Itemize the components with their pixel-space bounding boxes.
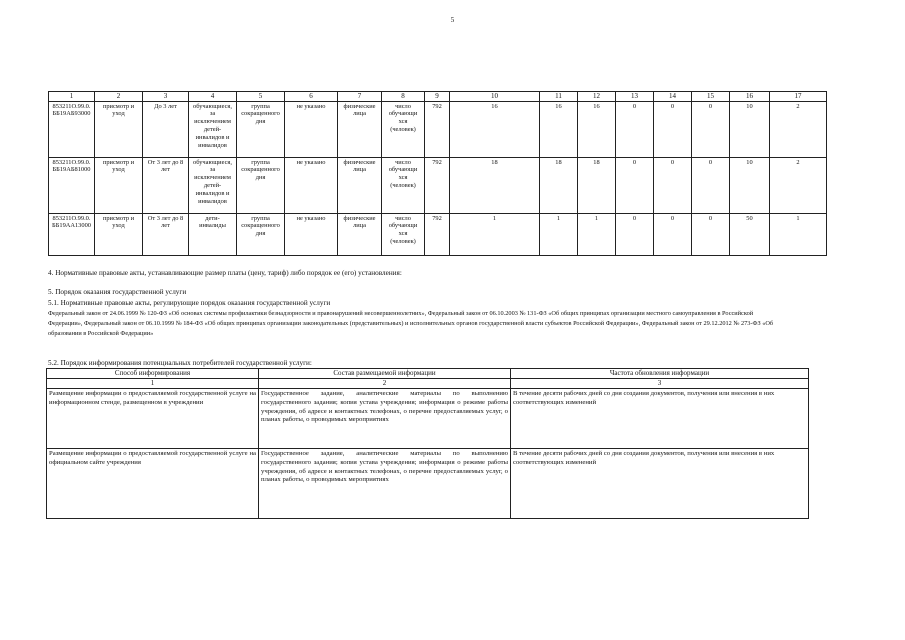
table-header-row (47, 369, 809, 379)
table-row (49, 157, 827, 213)
table-cell: не указано (285, 101, 338, 157)
header-cell: 11 (540, 92, 578, 102)
table-cell: 10 (730, 157, 770, 213)
header-cell: 16 (730, 92, 770, 102)
table-cell: 16 (578, 101, 616, 157)
laws-text: Федеральный закон от 24.06.1999 № 120-ФЗ «Об основах системы профилактики безнадзорности и правонарушений несовершеннолетних», Федеральный закон от 06.10.2003 № 131-ФЗ «Об общих принципах организации местного самоуправления в Российской Федерации», Федеральный закон от 06.10.1999 № 184-ФЗ «Об общих принципах организации законодательных (представительных) и исполнительных органов государственной власти субъектов Российской Федерации», Федеральный закон от 29.12.2012 № 273-ФЗ «Об образовании в Российской Федерации» (48, 310, 774, 337)
frequency-cell: В течение десяти рабочих дней со дня создания документов, получения или внесения в них соответствующих изменений (511, 389, 809, 449)
method-cell: Размещение информации о предоставляемой государственной услуге на информационном стенде, размещенном в учреждении (47, 389, 259, 449)
table-row (47, 389, 809, 449)
header-cell: 15 (692, 92, 730, 102)
header-cell: 3 (143, 92, 189, 102)
table-cell: физические лица (338, 157, 382, 213)
table-cell: 0 (616, 101, 654, 157)
header-cell: 17 (770, 92, 827, 102)
table-cell: До 3 лет (143, 101, 189, 157)
table-cell: 18 (450, 157, 540, 213)
column-number-row (47, 379, 809, 389)
table-cell: 792 (425, 101, 450, 157)
table-cell: присмотр и уход (95, 157, 143, 213)
header-cell: 10 (450, 92, 540, 102)
table-cell: группа сокращенного дня (237, 213, 285, 255)
section-4-heading: 4. Нормативные правовые акты, устанавливающие размер платы (цену, тариф) либо порядок ее (его) установления: (48, 269, 402, 277)
table-cell: 0 (692, 213, 730, 255)
table-cell: присмотр и уход (95, 101, 143, 157)
header-cell: Частота обновления информации (511, 369, 809, 379)
section-5-2-heading: 5.2. Порядок информирования потенциальных потребителей государственной услуги: (48, 359, 312, 367)
section-5-heading: 5. Порядок оказания государственной услуги (48, 288, 187, 296)
header-cell: 13 (616, 92, 654, 102)
content-cell: Государственное задание, аналитические материалы по выполнению государственного задания; копия устава учреждения; информация о режиме работы учреждения, об адресе и контактных телефонах, о перечне предоставляемых услуг, о планах работы, о проводимых мероприятиях (259, 449, 511, 519)
header-cell: 2 (95, 92, 143, 102)
table-cell: число обучающи хся (человек) (382, 213, 425, 255)
column-number: 3 (511, 379, 809, 389)
table-header-row (49, 92, 827, 102)
table-cell: 1 (770, 213, 827, 255)
table-cell: От 3 лет до 8 лет (143, 213, 189, 255)
table-cell: группа сокращенного дня (237, 101, 285, 157)
table-cell: 0 (654, 157, 692, 213)
table-cell: группа сокращенного дня (237, 157, 285, 213)
table-cell: 0 (616, 157, 654, 213)
table-cell: 16 (450, 101, 540, 157)
header-cell: Способ информирования (47, 369, 259, 379)
table-row (49, 213, 827, 255)
header-cell: 12 (578, 92, 616, 102)
table-cell: обучающиеся, за исключением детей- инвалидов и инвалидов (189, 157, 237, 213)
table-row (49, 101, 827, 157)
table-cell: 18 (540, 157, 578, 213)
column-number: 2 (259, 379, 511, 389)
table-cell: 50 (730, 213, 770, 255)
table-cell: не указано (285, 213, 338, 255)
table-cell: 0 (616, 213, 654, 255)
frequency-cell: В течение десяти рабочих дней со дня создания документов, получения или внесения в них соответствующих изменений (511, 449, 809, 519)
table-cell: 853211О.99.0. ББ19АБ81000 (49, 157, 95, 213)
table-cell: 792 (425, 213, 450, 255)
table-cell: 792 (425, 157, 450, 213)
header-cell: Состав размещаемой информации (259, 369, 511, 379)
table-cell: 853211О.99.0. ББ19АА13000 (49, 213, 95, 255)
informing-table (46, 368, 809, 519)
table-cell: От 3 лет до 8 лет (143, 157, 189, 213)
table-cell: число обучающи хся (человек) (382, 157, 425, 213)
table-cell: 1 (540, 213, 578, 255)
header-cell: 4 (189, 92, 237, 102)
table-cell: 0 (654, 213, 692, 255)
header-cell: 9 (425, 92, 450, 102)
table-cell: присмотр и уход (95, 213, 143, 255)
table-cell: 0 (692, 157, 730, 213)
table-cell: 1 (578, 213, 616, 255)
table-cell: 1 (450, 213, 540, 255)
table-cell: 2 (770, 157, 827, 213)
section-5-1-heading: 5.1. Нормативные правовые акты, регулирующие порядок оказания государственной услуги (48, 299, 331, 307)
table-cell: 0 (654, 101, 692, 157)
table-cell: обучающиеся, за исключением детей- инвалидов и инвалидов (189, 101, 237, 157)
method-cell: Размещение информации о предоставляемой государственной услуге на официальном сайте учреждения (47, 449, 259, 519)
table-cell: физические лица (338, 213, 382, 255)
table-cell: 853211О.99.0. ББ19АБ93000 (49, 101, 95, 157)
header-cell: 1 (49, 92, 95, 102)
content-cell: Государственное задание, аналитические материалы по выполнению государственного задания; копия устава учреждения; информация о режиме работы учреждения, об адресе и контактных телефонах, о перечне предоставляемых услуг, о планах работы, о проводимых мероприятиях (259, 389, 511, 449)
table-cell: 18 (578, 157, 616, 213)
table-cell: 2 (770, 101, 827, 157)
table-cell: 16 (540, 101, 578, 157)
table-cell: дети- инвалиды (189, 213, 237, 255)
table-row (47, 449, 809, 519)
header-cell: 6 (285, 92, 338, 102)
table-cell: 0 (692, 101, 730, 157)
header-cell: 5 (237, 92, 285, 102)
header-cell: 7 (338, 92, 382, 102)
table-cell: число обучающи хся (человек) (382, 101, 425, 157)
header-cell: 8 (382, 92, 425, 102)
header-cell: 14 (654, 92, 692, 102)
quality-indicators-table (48, 91, 827, 256)
column-number: 1 (47, 379, 259, 389)
page-number: 5 (450, 16, 455, 24)
table-cell: не указано (285, 157, 338, 213)
table-cell: 10 (730, 101, 770, 157)
table-cell: физические лица (338, 101, 382, 157)
